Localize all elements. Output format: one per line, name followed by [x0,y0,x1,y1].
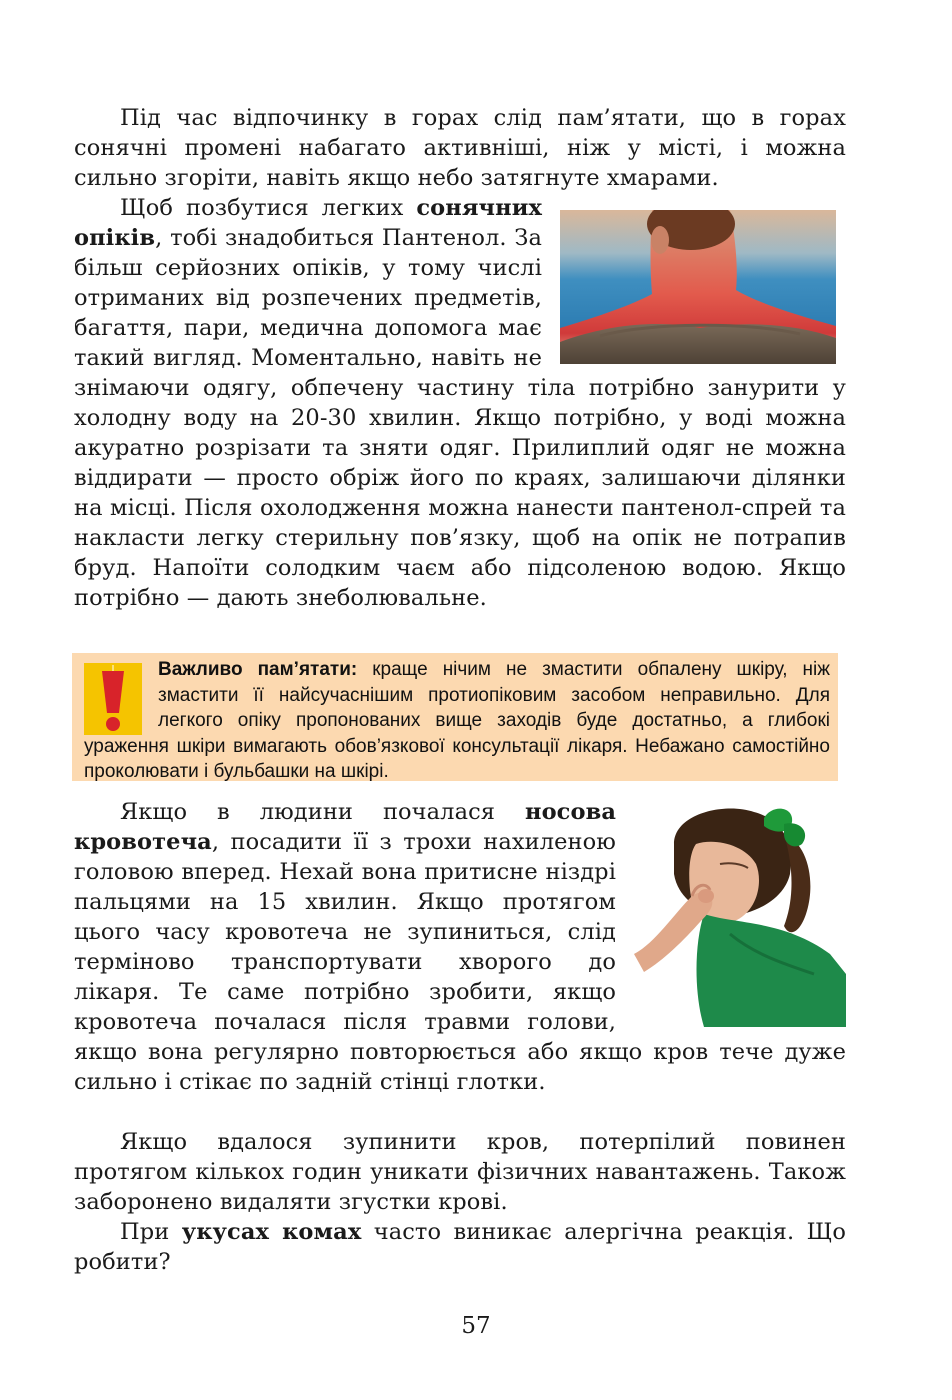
page-number: 57 [461,1313,491,1339]
paragraph-burns-bold: сонячних опіків [74,195,542,251]
sunburned-neck-photo [560,210,836,364]
paragraph-burns-rest: , тобі знадобиться Пантенол. За більш серйозних опіків, у тому числі отриманих від розпечених предметів, багаття, пари, медична допомога має такий вигляд. Моментально, навіть не знімаючи одягу, обпечену частину тіла потрібно занурити у холодну воду на 20-30 хвилин. Якщо потрібно, у воді можна акуратно розрізати та зняти одяг. Прилиплий одяг не можна віддирати — просто обріж його по краях, залишаючи ділянки на місці. Після охолодження можна нанести пантенол-спрей та накласти легку стерильну пов’язку, щоб на опік не потрапив бруд. Напоїти солодким чаєм або підсоленою водою. Якщо потрібно — дають знеболювальне. [74,225,846,611]
paragraph-insect-bites [74,1217,846,1277]
important-note-text [84,657,830,785]
paragraph-mountains: Під час відпочинку в горах слід пам’ятати, що в горах сонячні промені набагато активніші, ніж у місті, і можна сильно згоріти, навіть якщо небо затягнуте хмарами. [74,105,846,191]
paragraph-insect-bold: укусах комах [181,1219,362,1245]
paragraph-insect-rest: часто виникає алергічна реакція. Що робити? [74,1219,847,1275]
paragraph-after-bleeding: Якщо вдалося зупинити кров, потерпілий повинен протягом кількох годин уникати фізичних навантажень. Також заборонено видаляти згустки крові. [74,1129,846,1215]
paragraph-nosebleed-lead: Якщо в людини почалася [120,799,525,825]
important-note-body: краще нічим не змастити обпалену шкіру, ніж змастити її найсучаснішим протиопіковим засобом неправильно. Для легкого опіку пропонованих вище заходів буде достатньо, а глибокі ураження шкіри вимагають обов’язкової консультації лікаря. Небажано самостійно проколювати і бульбашки на шкірі. [84,659,830,782]
paragraph-insect-lead: При [120,1219,182,1245]
girl-nosebleed-photo [634,804,846,1027]
important-note-box [72,653,838,781]
paragraph-nosebleed-bold: носова кровотеча [74,799,616,855]
paragraph-nosebleed [74,797,846,1097]
paragraph-nosebleed-rest: , посадити її з трохи нахиленою головою вперед. Нехай вона притисне ніздрі пальцями на 15 хвилин. Якщо протягом цього часу кровотеча не зупиниться, слід терміново транспортувати хворого до лікаря. Те саме потрібно зробити, якщо кровотеча почалася після травми голови, якщо вона регулярно повторюється або якщо кров тече дуже сильно і стікає по задній стінці глотки. [74,829,846,1095]
paragraph-burns-lead: Щоб позбутися легких [120,195,417,221]
important-note-title: Важливо пам’ятати: [158,659,358,680]
paragraph-burns [74,193,846,613]
